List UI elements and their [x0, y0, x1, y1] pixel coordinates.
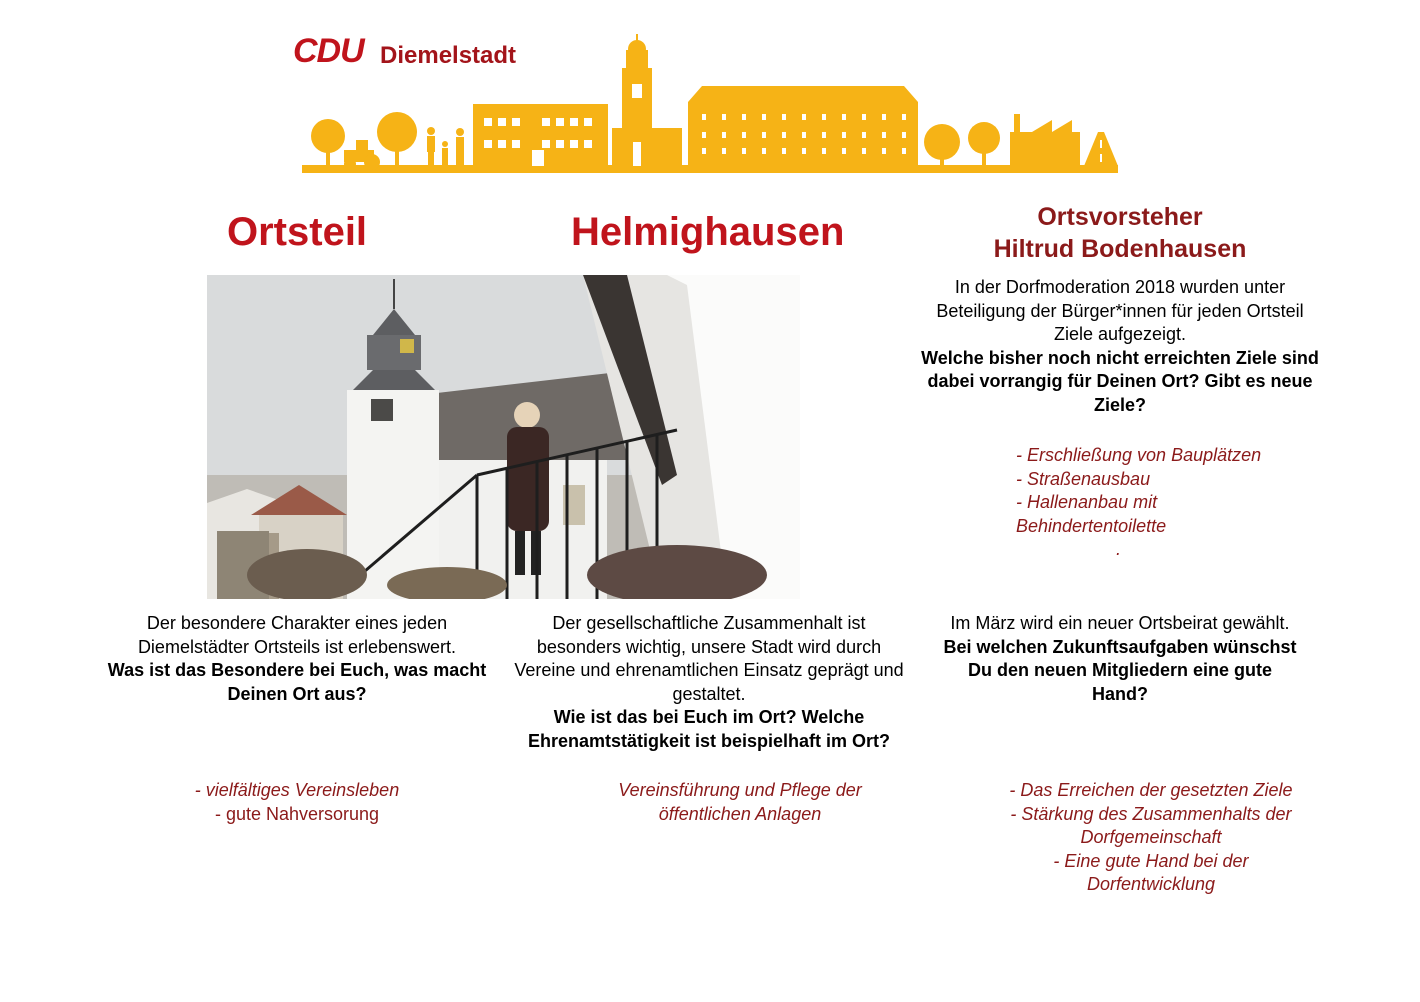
council-answer: - Das Erreichen der gesetzten Ziele	[1009, 780, 1293, 800]
goals-answer: - Erschließung von Bauplätzen	[1016, 445, 1262, 465]
logo-town-name: Diemelstadt	[380, 42, 517, 69]
title-ortsteil: Ortsteil	[227, 210, 368, 254]
character-answer: - vielfältiges Vereinsleben	[194, 780, 400, 800]
character-answer: - gute Nahversorung	[214, 803, 380, 824]
goals-question: Welche bisher noch nicht erreichten Ziele sind dabei vorrangig für Deinen Ort? Gibt es neue Ziele?	[921, 347, 1319, 415]
goals-intro: In der Dorfmoderation 2018 wurden unter Beteiligung der Bürger*innen für jeden Ortsteil Ziele aufgezeigt.	[936, 277, 1304, 344]
community-answer: öffentlichen Anlagen	[658, 803, 822, 824]
goals-text	[920, 276, 1320, 417]
goals-answer: - Hallenanbau mit	[1016, 492, 1158, 512]
ortsvorsteher-heading	[940, 201, 1300, 265]
council-answer: - Eine gute Hand bei der	[1053, 850, 1249, 871]
council-text	[920, 612, 1320, 706]
church-photo	[207, 275, 800, 599]
council-intro: Im März wird ein neuer Ortsbeirat gewählt.	[950, 613, 1290, 633]
council-question: Bei welchen Zukunftsaufgaben wünschst Du den neuen Mitgliedern eine gute Hand?	[943, 636, 1297, 704]
character-answers	[107, 779, 487, 826]
goals-answers	[1016, 444, 1261, 562]
council-answers	[971, 779, 1331, 897]
character-text	[107, 612, 487, 706]
character-question: Was ist das Besondere bei Euch, was macht Deinen Ort aus?	[107, 660, 487, 704]
ortsvorsteher-label: Ortsvorsteher	[1037, 203, 1203, 231]
goals-answer: - Straßenausbau	[1016, 468, 1151, 489]
title-village-name: Helmighausen	[571, 210, 845, 254]
community-answers	[560, 779, 920, 826]
ortsvorsteher-name: Hiltrud Bodenhausen	[993, 235, 1247, 263]
community-text	[509, 612, 909, 753]
cdu-logo: CDU	[293, 32, 364, 70]
community-intro: Der gesellschaftliche Zusammenhalt ist besonders wichtig, unsere Stadt wird durch Vereine und ehrenamtlichen Einsatz geprägt und gestaltet.	[514, 613, 904, 704]
council-answer: Dorfentwicklung	[1086, 874, 1216, 894]
council-answer: Dorfgemeinschaft	[1080, 827, 1222, 847]
council-answer: - Stärkung des Zusammenhalts der	[1010, 803, 1292, 824]
goals-answer: .	[1116, 539, 1122, 559]
community-answer: Vereinsführung und Pflege der	[618, 780, 862, 800]
goals-answer: Behindertentoilette	[1016, 515, 1167, 536]
character-intro: Der besondere Charakter eines jeden Diemelstädter Ortsteils ist erlebenswert.	[137, 613, 457, 657]
community-question: Wie ist das bei Euch im Ort? Welche Ehrenamtstätigkeit ist beispielhaft im Ort?	[527, 707, 891, 751]
